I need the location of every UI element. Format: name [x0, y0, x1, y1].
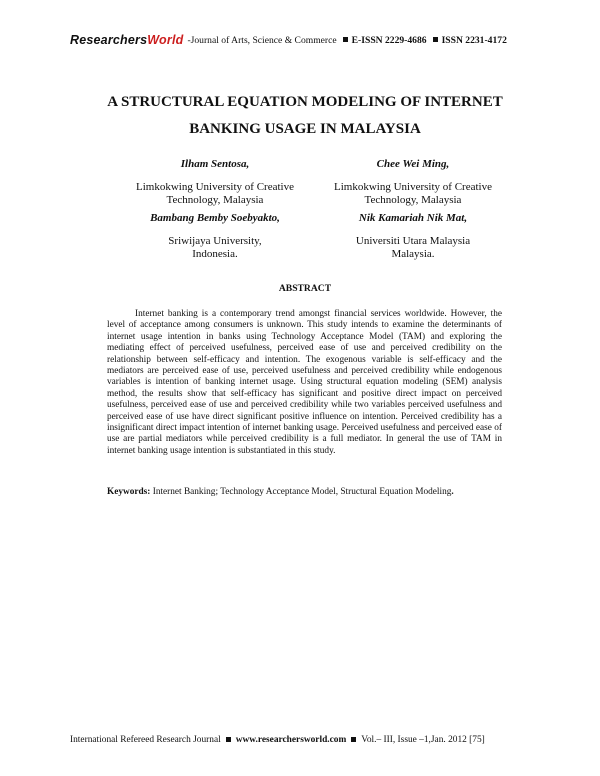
footer-journal: International Refereed Research Journal: [70, 735, 221, 745]
author-name: Ilham Sentosa,: [180, 158, 250, 170]
keywords: [107, 486, 527, 498]
author-affiliation: Sriwijaya University,: [168, 234, 262, 247]
keywords-label: Keywords:: [107, 487, 151, 497]
author-name: Nik Kamariah Nik Mat,: [358, 212, 468, 224]
title-line-1: A STRUCTURAL EQUATION MODELING OF INTERNET: [107, 94, 503, 110]
square-bullet-icon: [351, 737, 356, 742]
author-affiliation: Indonesia.: [192, 248, 238, 260]
journal-header: [70, 30, 540, 50]
author-name: Bambang Bemby Soebyakto,: [150, 212, 280, 224]
author-affiliation: Malaysia.: [391, 248, 435, 260]
eissn: E-ISSN 2229-4686: [351, 34, 427, 46]
abstract-heading: ABSTRACT: [278, 283, 332, 294]
square-bullet-icon: [343, 37, 348, 42]
footer-website-link[interactable]: www.researchersworld.com: [235, 735, 347, 745]
author-block: [313, 212, 513, 262]
author-affiliation: Limkokwing University of Creative: [334, 180, 492, 193]
title-line-2: BANKING USAGE IN MALAYSIA: [189, 121, 421, 137]
footer-issue: Vol.– III, Issue –1,Jan. 2012 [75]: [361, 735, 485, 745]
keywords-text: Internet Banking; Technology Acceptance Model, Structural Equation Modeling: [152, 487, 452, 497]
author-name: Chee Wei Ming,: [376, 158, 450, 170]
author-affiliation: Technology, Malaysia: [166, 194, 264, 206]
abstract-text: Internet banking is a contemporary trend amongst financial services worldwide. However, the level of acceptance among consumers is unknown. This study intends to examine the determinants of internet usage intention in banks using Technology Acceptance Model (TAM) and exploring the mediating effect of perceived usefulness, perceived ease of use and perceived credibility on the relationship between self-efficacy and intention. The exogenous variable is self-efficacy and the mediators are perceived ease of use, perceived usefulness and perceived credibility while endogenous variables is intention of banking internet usage. Using structural equation modeling (SEM) analysis method, the results show that self-efficacy has significant and positive direct impact on perceived usefulness, perceived ease of use and perceived credibility while two variables perceived usefulness and perceived ease of use have direct significant positive influence on intention. Perceived credibility has a insignificant direct impact intention of internet banking usage. Perceived usefulness and perceived ease of use are partial mediators while perceived credibility is a full mediator. In general the use of TAM in internet banking usage intention is substantiated in this study.: [107, 309, 502, 456]
author-block: [115, 212, 315, 262]
brand-main: Researchers: [70, 33, 148, 47]
brand-logo: [70, 33, 183, 47]
brand-accent: World: [147, 33, 184, 47]
issn: ISSN 2231-4172: [441, 34, 507, 46]
paper-title: [70, 89, 540, 143]
author-block: [115, 158, 315, 208]
keywords-end: .: [451, 487, 454, 497]
journal-footer: [70, 733, 530, 747]
author-affiliation: Limkokwing University of Creative: [136, 180, 294, 193]
square-bullet-icon: [226, 737, 231, 742]
square-bullet-icon: [433, 37, 438, 42]
author-block: [313, 158, 513, 208]
author-affiliation: Technology, Malaysia: [364, 194, 462, 206]
journal-name: -Journal of Arts, Science & Commerce: [187, 34, 337, 46]
author-affiliation: Universiti Utara Malaysia: [355, 234, 471, 247]
